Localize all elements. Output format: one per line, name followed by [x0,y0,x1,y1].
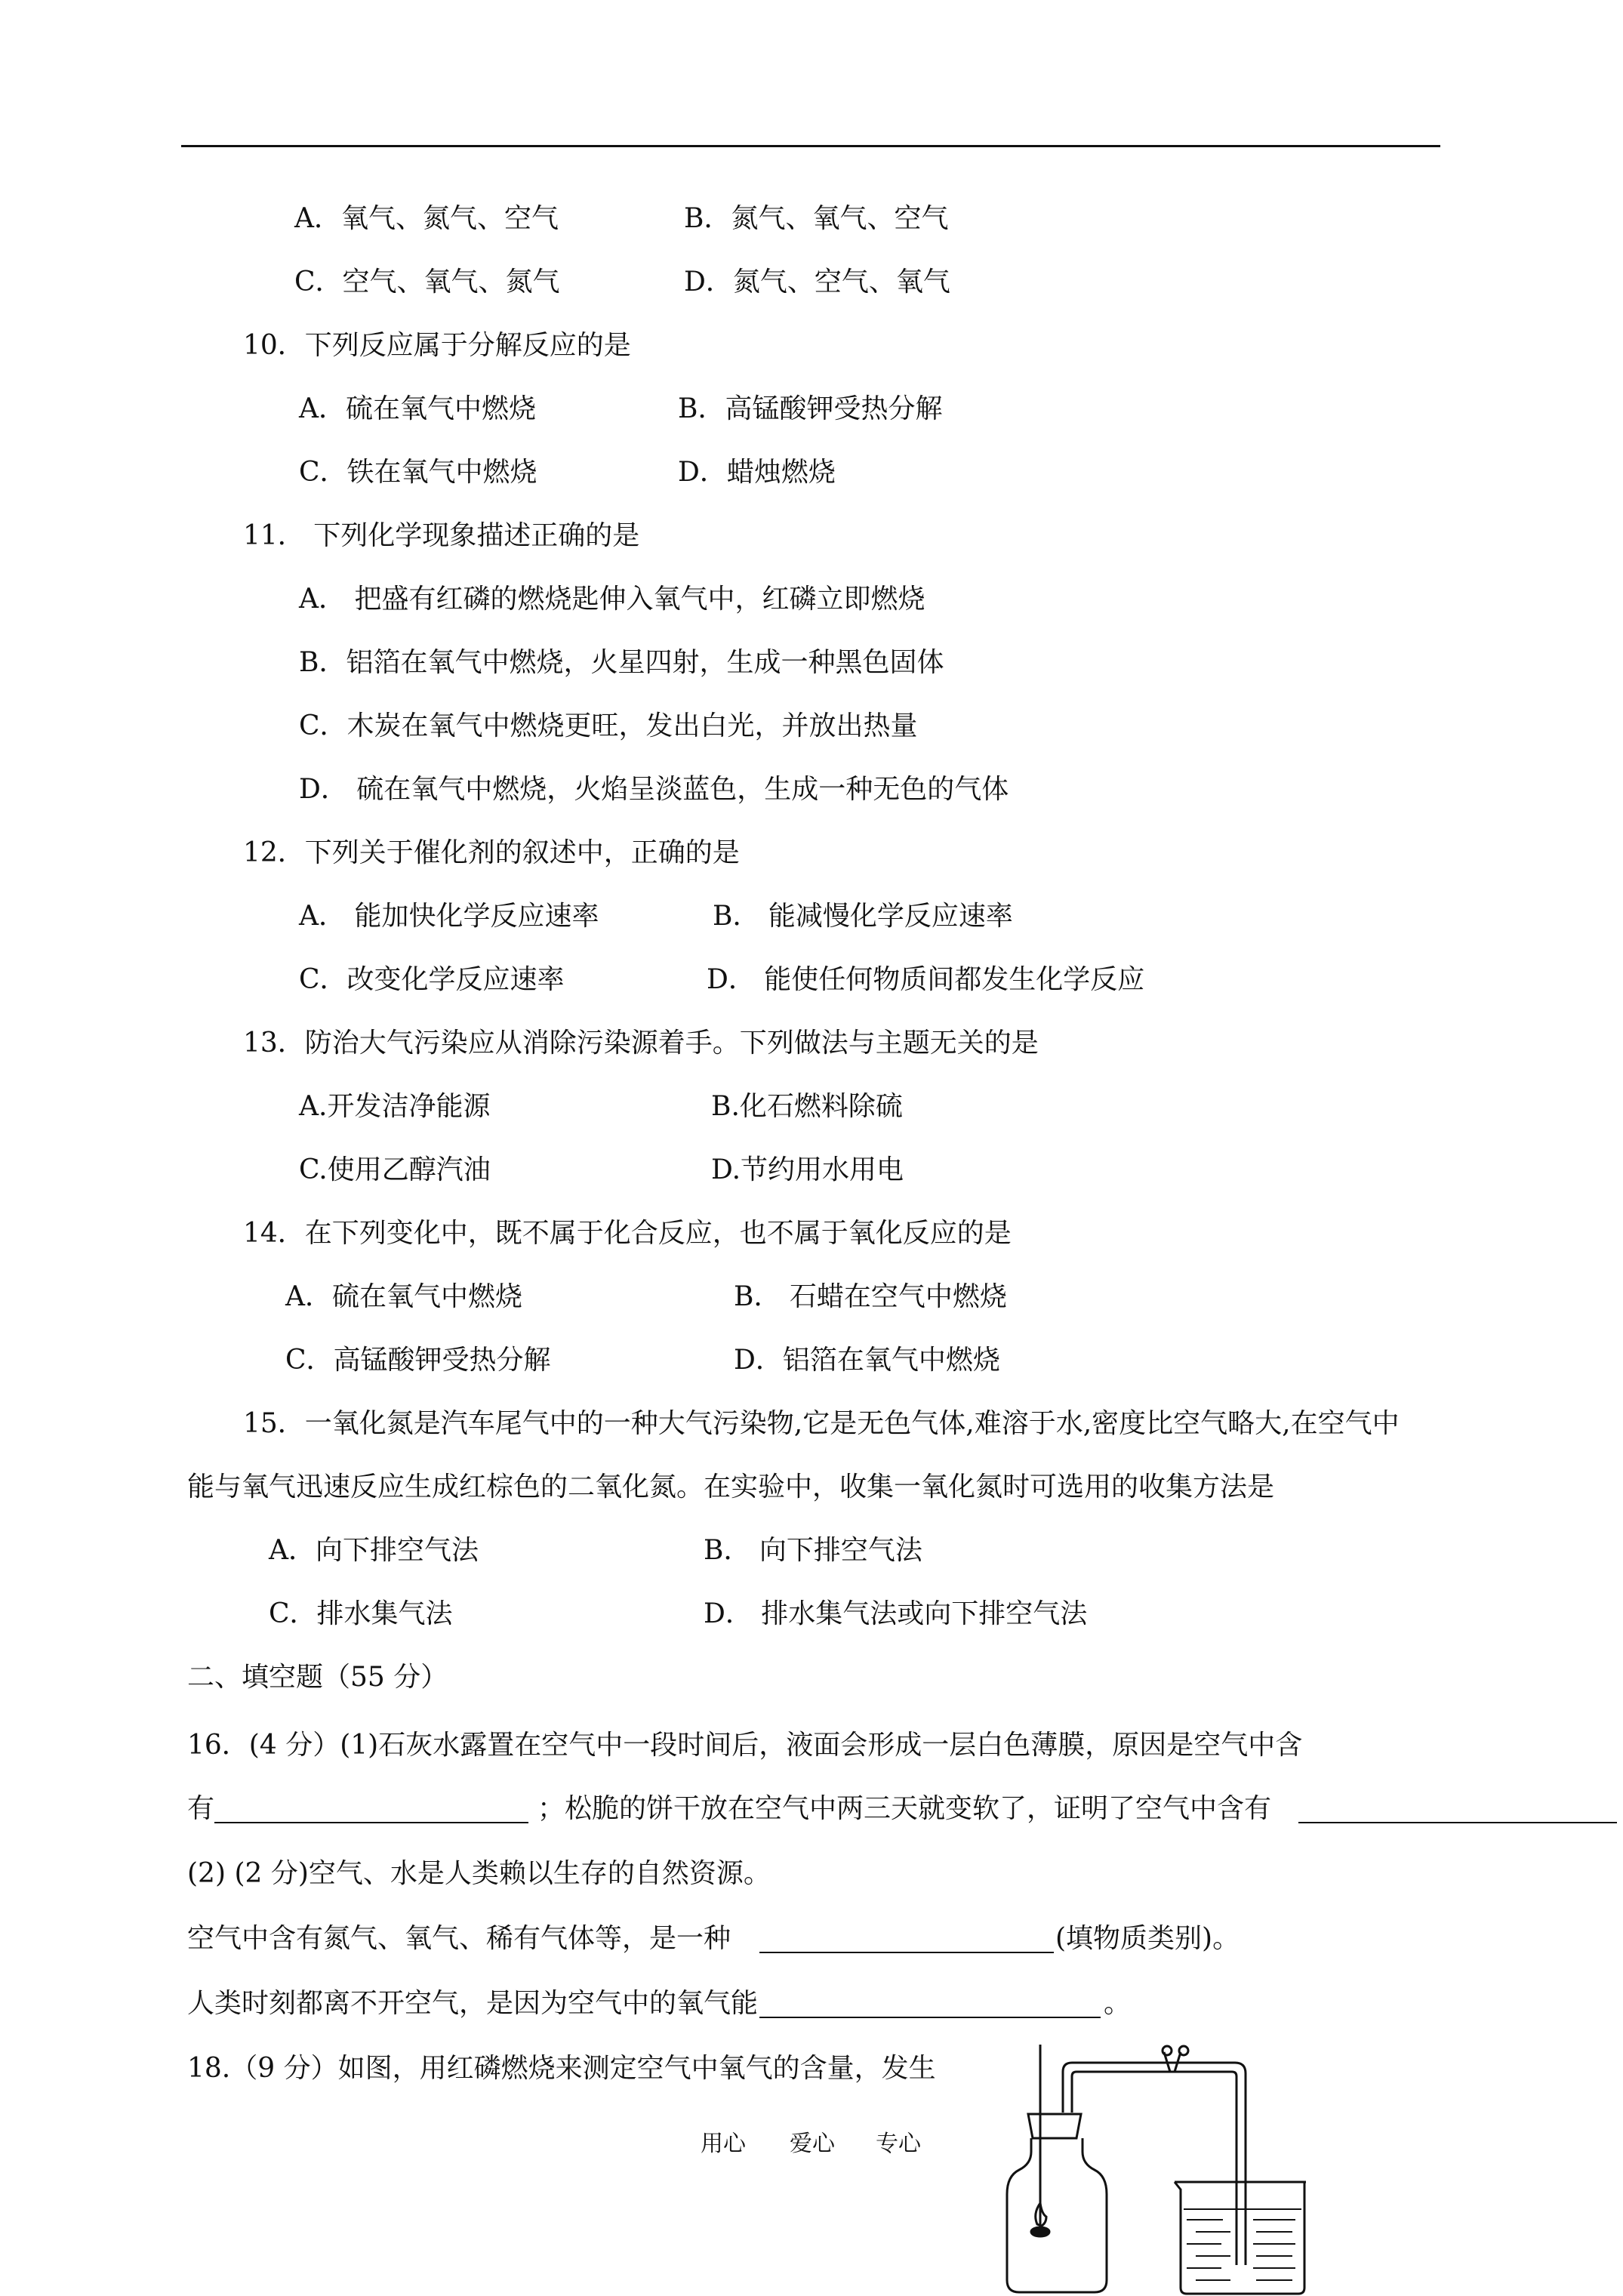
combustion-spoon [1031,2227,1049,2236]
q9-option-c: C．空气、氧气、氮气 [294,267,560,297]
q15-stem-line1: 15．一氧化氮是汽车尾气中的一种大气污染物,它是无色气体,难溶于水,密度比空气略大,在空气中 [243,1408,1400,1439]
q18-line1: 18.（9 分）如图，用红磷燃烧来测定空气中氧气的含量，发生 [187,2053,936,2084]
q12-stem: 12．下列关于催化剂的叙述中，正确的是 [243,837,740,868]
q16-blank-3[interactable] [759,1952,1054,1953]
q13-stem: 13．防治大气污染应从消除污染源着手。下列做法与主题无关的是 [243,1028,1039,1059]
q14-option-b: B． 石蜡在空气中燃烧 [734,1281,1007,1312]
q12-option-a: A． 能加快化学反应速率 [299,901,599,932]
q16-line2-start: 有 [187,1793,215,1824]
q13-option-c: C.使用乙醇汽油 [299,1154,491,1185]
q13-option-b: B.化石燃料除硫 [711,1091,903,1122]
footer-word-1: 用心 [701,2131,746,2157]
q12-option-d: D． 能使任何物质间都发生化学反应 [707,964,1145,995]
q16-line1: 16．(4 分）(1)石灰水露置在空气中一段时间后，液面会形成一层白色薄膜，原因是空气中含 [187,1730,1303,1761]
q9-option-d: D．氮气、空气、氧气 [684,267,950,297]
q10-option-d: D．蜡烛燃烧 [678,457,836,488]
q16-line5-end: 。 [1104,1988,1132,2019]
beaker [1175,2182,1304,2294]
header-rule [181,145,1440,147]
connecting-tube [1063,2063,1246,2265]
q14-option-c: C．高锰酸钾受热分解 [285,1345,551,1376]
stopper [1028,2114,1081,2138]
q16-line4-start: 空气中含有氮气、氧气、稀有气体等，是一种 [187,1923,731,1954]
q15-option-a: A．向下排空气法 [269,1535,479,1566]
q11-option-d: D． 硫在氧气中燃烧，火焰呈淡蓝色，生成一种无色的气体 [299,774,1009,805]
q16-blank-2[interactable] [1298,1822,1617,1823]
q16-line2-mid: ；松脆的饼干放在空气中两三天就变软了，证明了空气中含有 [537,1793,1272,1824]
gas-bottle [1007,2138,1107,2292]
q15-option-b: B． 向下排空气法 [704,1535,922,1566]
q13-option-d: D.节约用水用电 [711,1154,904,1185]
q15-stem-line2: 能与氧气迅速反应生成红棕色的二氧化氮。在实验中，收集一氧化氮时可选用的收集方法是 [187,1472,1275,1502]
q11-option-b: B．铝箔在氧气中燃烧，火星四射，生成一种黑色固体 [299,647,944,678]
q10-option-c: C．铁在氧气中燃烧 [299,457,537,488]
q16-blank-4[interactable] [759,2017,1101,2018]
q16-line5-start: 人类时刻都离不开空气，是因为空气中的氧气能 [187,1988,759,2019]
section-heading: 二、填空题（55 分） [187,1662,448,1693]
q13-option-a: A.开发洁净能源 [299,1091,491,1122]
q16-line4-end: (填物质类别)。 [1055,1923,1240,1954]
q9-option-a: A．氧气、氮气、空气 [294,203,559,234]
q15-option-c: C．排水集气法 [269,1598,453,1629]
q9-option-b: B．氮气、氧气、空气 [684,203,949,234]
q14-option-a: A．硫在氧气中燃烧 [285,1281,522,1312]
q11-stem: 11． 下列化学现象描述正确的是 [243,520,640,551]
q14-option-d: D．铝箔在氧气中燃烧 [734,1345,1000,1376]
q10-option-b: B．高锰酸钾受热分解 [678,393,943,424]
oxygen-measurement-apparatus-illustration [996,2039,1389,2296]
footer-word-3: 专心 [876,2131,921,2157]
q16-blank-1[interactable] [214,1822,528,1823]
q15-option-d: D． 排水集气法或向下排空气法 [704,1598,1088,1629]
footer-word-2: 爱心 [790,2131,835,2157]
q12-option-b: B． 能减慢化学反应速率 [713,901,1013,932]
q10-option-a: A．硫在氧气中燃烧 [299,393,536,424]
q14-stem: 14．在下列变化中，既不属于化合反应，也不属于氧化反应的是 [243,1218,1012,1249]
q11-option-c: C．木炭在氧气中燃烧更旺，发出白光，并放出热量 [299,710,918,741]
q10-stem: 10．下列反应属于分解反应的是 [243,330,631,361]
q16-line3: (2) (2 分)空气、水是人类赖以生存的自然资源。 [187,1858,771,1889]
beaker-water [1184,2209,1301,2280]
q11-option-a: A． 把盛有红磷的燃烧匙伸入氧气中，红磷立即燃烧 [299,584,925,615]
q12-option-c: C．改变化学反应速率 [299,964,565,995]
